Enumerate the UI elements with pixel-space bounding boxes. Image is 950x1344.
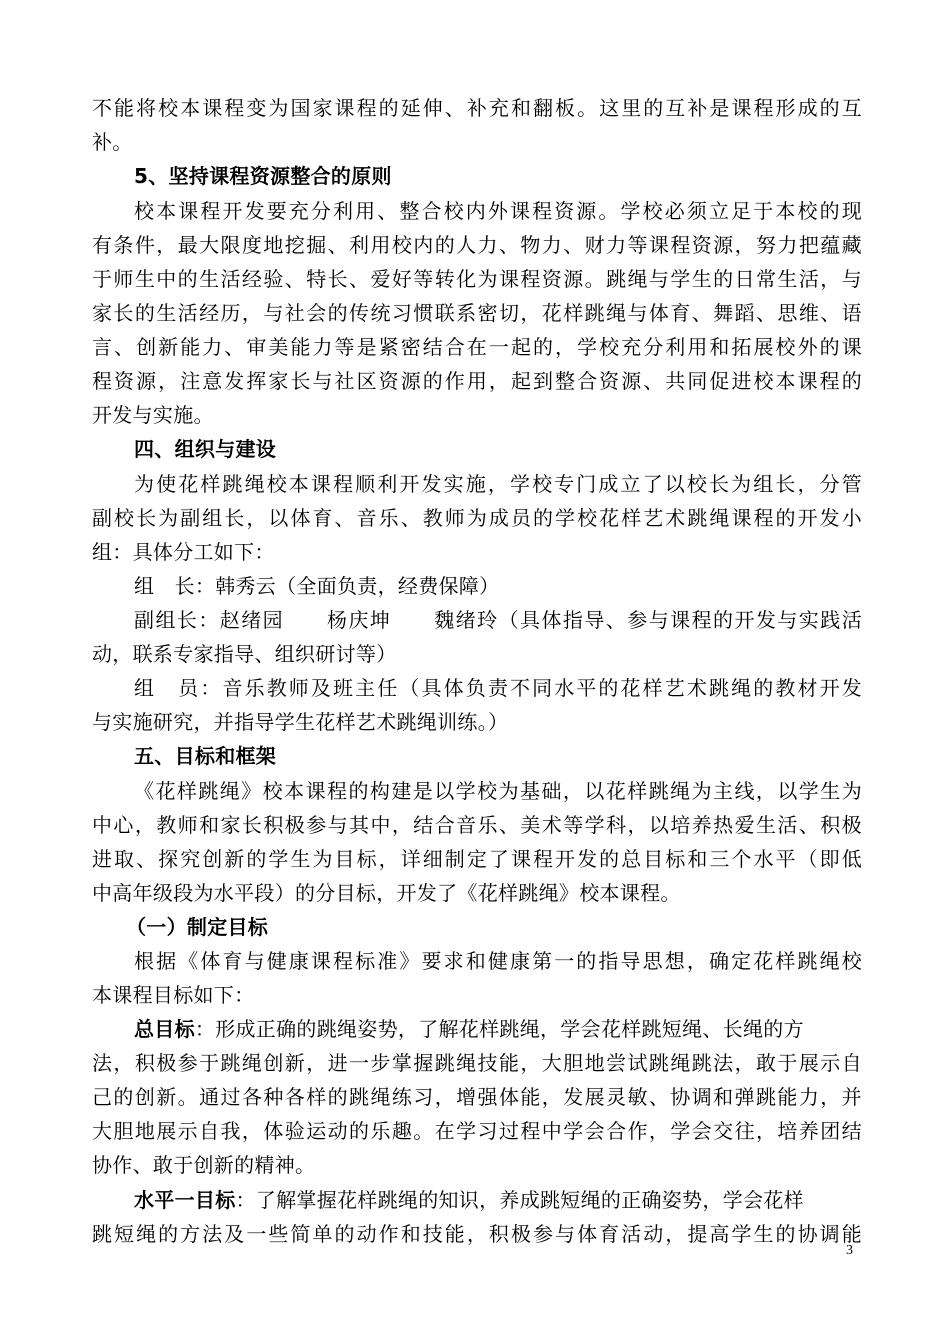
body-text-line: 法，积极参于跳绳创新，进一步掌握跳绳技能，大胆地尝试跳绳跳法，敢于展示自	[92, 1051, 862, 1075]
body-text-line: 协作、敢于创新的精神。	[92, 1153, 316, 1177]
section-heading: 四、组织与建设	[134, 437, 277, 461]
section-heading: 5、坚持课程资源整合的原则	[134, 164, 392, 188]
body-text-line: 本课程目标如下：	[92, 983, 255, 1007]
body-text-line: 根据《体育与健康课程标准》要求和健康第一的指导思想，确定花样跳绳校	[134, 949, 862, 973]
body-text-line: 程资源，注意发挥家长与社区资源的作用，起到整合资源、共同促进校本课程的	[92, 369, 862, 393]
subsection-heading: （一）制定目标	[126, 915, 269, 939]
body-text-line: 于师生中的生活经验、特长、爱好等转化为课程资源。跳绳与学生的日常生活，与	[92, 267, 862, 291]
body-text-line: 家长的生活经历，与社会的传统习惯联系密切，花样跳绳与体育、舞蹈、思维、语	[92, 301, 862, 325]
body-text-line: 进取、探究创新的学生为目标，详细制定了课程开发的总目标和三个水平（即低	[92, 847, 862, 871]
deputy-line: 动，联系专家指导、组织研讨等）	[92, 642, 397, 666]
body-text-line: 跳短绳的方法及一些简单的动作和技能，积极参与体育活动，提高学生的协调能	[92, 1222, 862, 1246]
body-text-line: 己的创新。通过各种各样的跳绳练习，增强体能，发展灵敏、协调和弹跳能力，并	[92, 1085, 862, 1109]
body-text-line: 中心，教师和家长积极参与其中，结合音乐、美术等学科，以培养热爱生活、积极	[92, 813, 862, 837]
body-text-line: 不能将校本课程变为国家课程的延伸、补充和翻板。这里的互补是课程形成的互	[92, 96, 862, 120]
members-line: 组 员：音乐教师及班主任（具体负责不同水平的花样艺术跳绳的教材开发	[134, 676, 862, 700]
body-text-line: 有条件，最大限度地挖掘、利用校内的人力、物力、财力等课程资源，努力把蕴藏	[92, 233, 862, 257]
body-text-line: 副校长为副组长，以体育、音乐、教师为成员的学校花样艺术跳绳课程的开发小	[92, 506, 862, 530]
body-text-line: 《花样跳绳》校本课程的构建是以学校为基础，以花样跳绳为主线，以学生为	[134, 779, 862, 803]
section-heading: 五、目标和框架	[134, 744, 277, 768]
goal-label: 总目标	[134, 1017, 195, 1041]
level1-label: 水平一目标	[134, 1188, 236, 1212]
body-text-line: 开发与实施。	[92, 403, 214, 427]
page-number: 3	[846, 1243, 853, 1258]
team-leader-line: 组 长：韩秀云（全面负责，经费保障）	[134, 574, 500, 598]
body-text-line: 中高年级段为水平段）的分目标，开发了《花样跳绳》校本课程。	[92, 881, 681, 905]
body-text-line: 组：具体分工如下：	[92, 540, 275, 564]
body-text-line: 大胆地展示自我，体验运动的乐趣。在学习过程中学会合作，学会交往，培养团结	[92, 1119, 862, 1143]
body-text-line: 为使花样跳绳校本课程顺利开发实施，学校专门成立了以校长为组长，分管	[134, 472, 862, 496]
goal-text: ：形成正确的跳绳姿势，了解花样跳绳，学会花样跳短绳、长绳的方	[194, 1017, 804, 1041]
deputy-line: 副组长：赵绪园 杨庆坤 魏绪玲（具体指导、参与课程的开发与实践活	[134, 608, 862, 632]
members-line: 与实施研究，并指导学生花样艺术跳绳训练。）	[92, 710, 509, 734]
body-text-line: 校本课程开发要充分利用、整合校内外课程资源。学校必须立足于本校的现	[134, 199, 862, 223]
level1-goal-line	[134, 1185, 862, 1215]
body-text-line: 言、创新能力、审美能力等是紧密结合在一起的，学校充分利用和拓展校外的课	[92, 335, 862, 359]
level1-text: ：了解掌握花样跳绳的知识，养成跳短绳的正确姿势，学会花样	[235, 1188, 804, 1212]
goal-line	[134, 1014, 862, 1044]
body-text-line: 补。	[92, 130, 133, 154]
